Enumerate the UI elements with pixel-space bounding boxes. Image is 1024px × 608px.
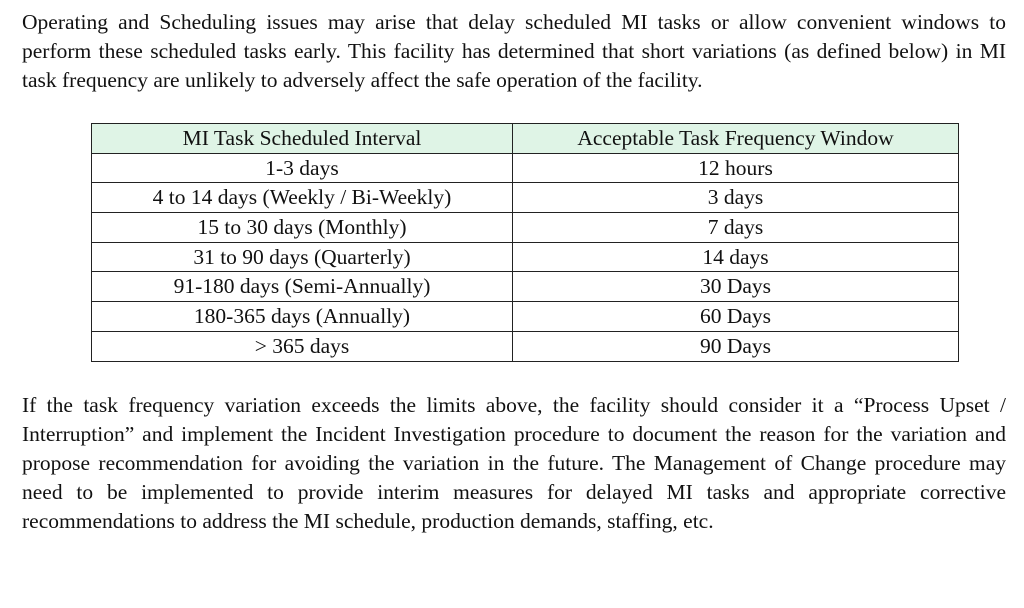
column-header-interval: MI Task Scheduled Interval — [92, 124, 513, 154]
window-cell: 14 days — [513, 242, 959, 272]
window-cell: 90 Days — [513, 331, 959, 361]
window-cell: 3 days — [513, 183, 959, 213]
window-cell: 12 hours — [513, 153, 959, 183]
column-header-window: Acceptable Task Frequency Window — [513, 124, 959, 154]
table-row — [92, 302, 959, 332]
table-row — [92, 242, 959, 272]
interval-cell: 4 to 14 days (Weekly / Bi-Weekly) — [92, 183, 513, 213]
table-row — [92, 153, 959, 183]
table-header-row — [92, 124, 959, 154]
table-row — [92, 272, 959, 302]
document-page — [22, 8, 1006, 536]
interval-cell: 15 to 30 days (Monthly) — [92, 213, 513, 243]
table-row — [92, 213, 959, 243]
interval-cell: 180-365 days (Annually) — [92, 302, 513, 332]
outro-paragraph: If the task frequency variation exceeds the limits above, the facility should consider it a “Process Upset / Interruption” and implement the Incident Investigation procedure to document the reason for the variation and propose recommendation for avoiding the variation in the future. The Management of Change procedure may need to be implemented to provide interim measures for delayed MI tasks and appropriate corrective recommendations to address the MI schedule, production demands, staffing, etc. — [22, 392, 1006, 533]
window-cell: 60 Days — [513, 302, 959, 332]
window-cell: 30 Days — [513, 272, 959, 302]
window-cell: 7 days — [513, 213, 959, 243]
interval-cell: > 365 days — [92, 331, 513, 361]
table-row — [92, 183, 959, 213]
frequency-window-table — [91, 123, 959, 362]
interval-cell: 31 to 90 days (Quarterly) — [92, 242, 513, 272]
frequency-window-table-container — [91, 123, 958, 362]
interval-cell: 1-3 days — [92, 153, 513, 183]
table-row — [92, 331, 959, 361]
interval-cell: 91-180 days (Semi-Annually) — [92, 272, 513, 302]
intro-paragraph: Operating and Scheduling issues may arise that delay scheduled MI tasks or allow convenient windows to perform these scheduled tasks early. This facility has determined that short variations (as defined below) in MI task frequency are unlikely to adversely affect the safe operation of the facility. — [22, 10, 1006, 92]
